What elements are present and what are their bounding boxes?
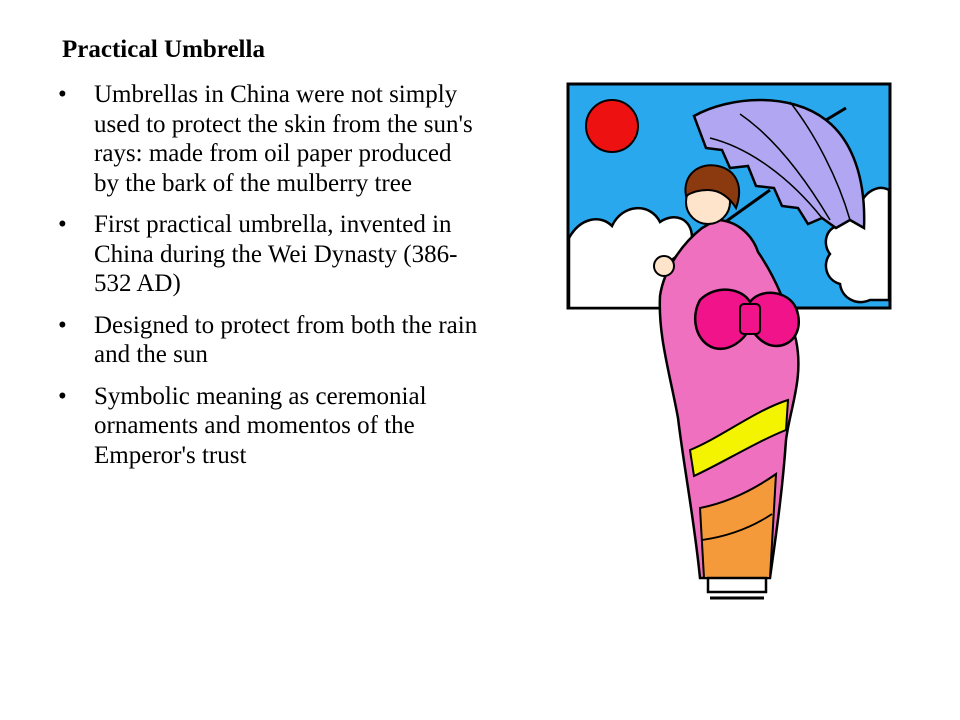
slide-title: Practical Umbrella [62,36,265,63]
bullet-dot-icon: • [58,382,67,410]
bullet-dot-icon: • [58,311,67,339]
hand-icon [654,256,674,276]
bullet-text: First practical umbrella, invented in China during the Wei Dynasty (386-532 AD) [94,211,458,297]
bullet-item [58,311,478,370]
bullet-item [58,210,478,299]
obi-knot-icon [740,304,760,334]
bullet-text: Designed to protect from both the rain and the sun [94,311,478,368]
bullet-item [58,382,478,471]
sun-icon [586,100,638,152]
kimono-umbrella-illustration [560,78,900,608]
sandals-icon [708,578,766,592]
bullet-text: Umbrellas in China were not simply used to protect the skin from the sun's rays: made from oil paper produced by the bark of the mulberry tree [94,81,473,197]
bullet-dot-icon: • [58,81,67,108]
bullet-text: Symbolic meaning as ceremonial ornaments and momentos of the Emperor's trust [94,382,427,469]
bullet-item [58,80,478,198]
bullet-dot-icon: • [58,211,67,238]
bullet-list [58,80,478,482]
